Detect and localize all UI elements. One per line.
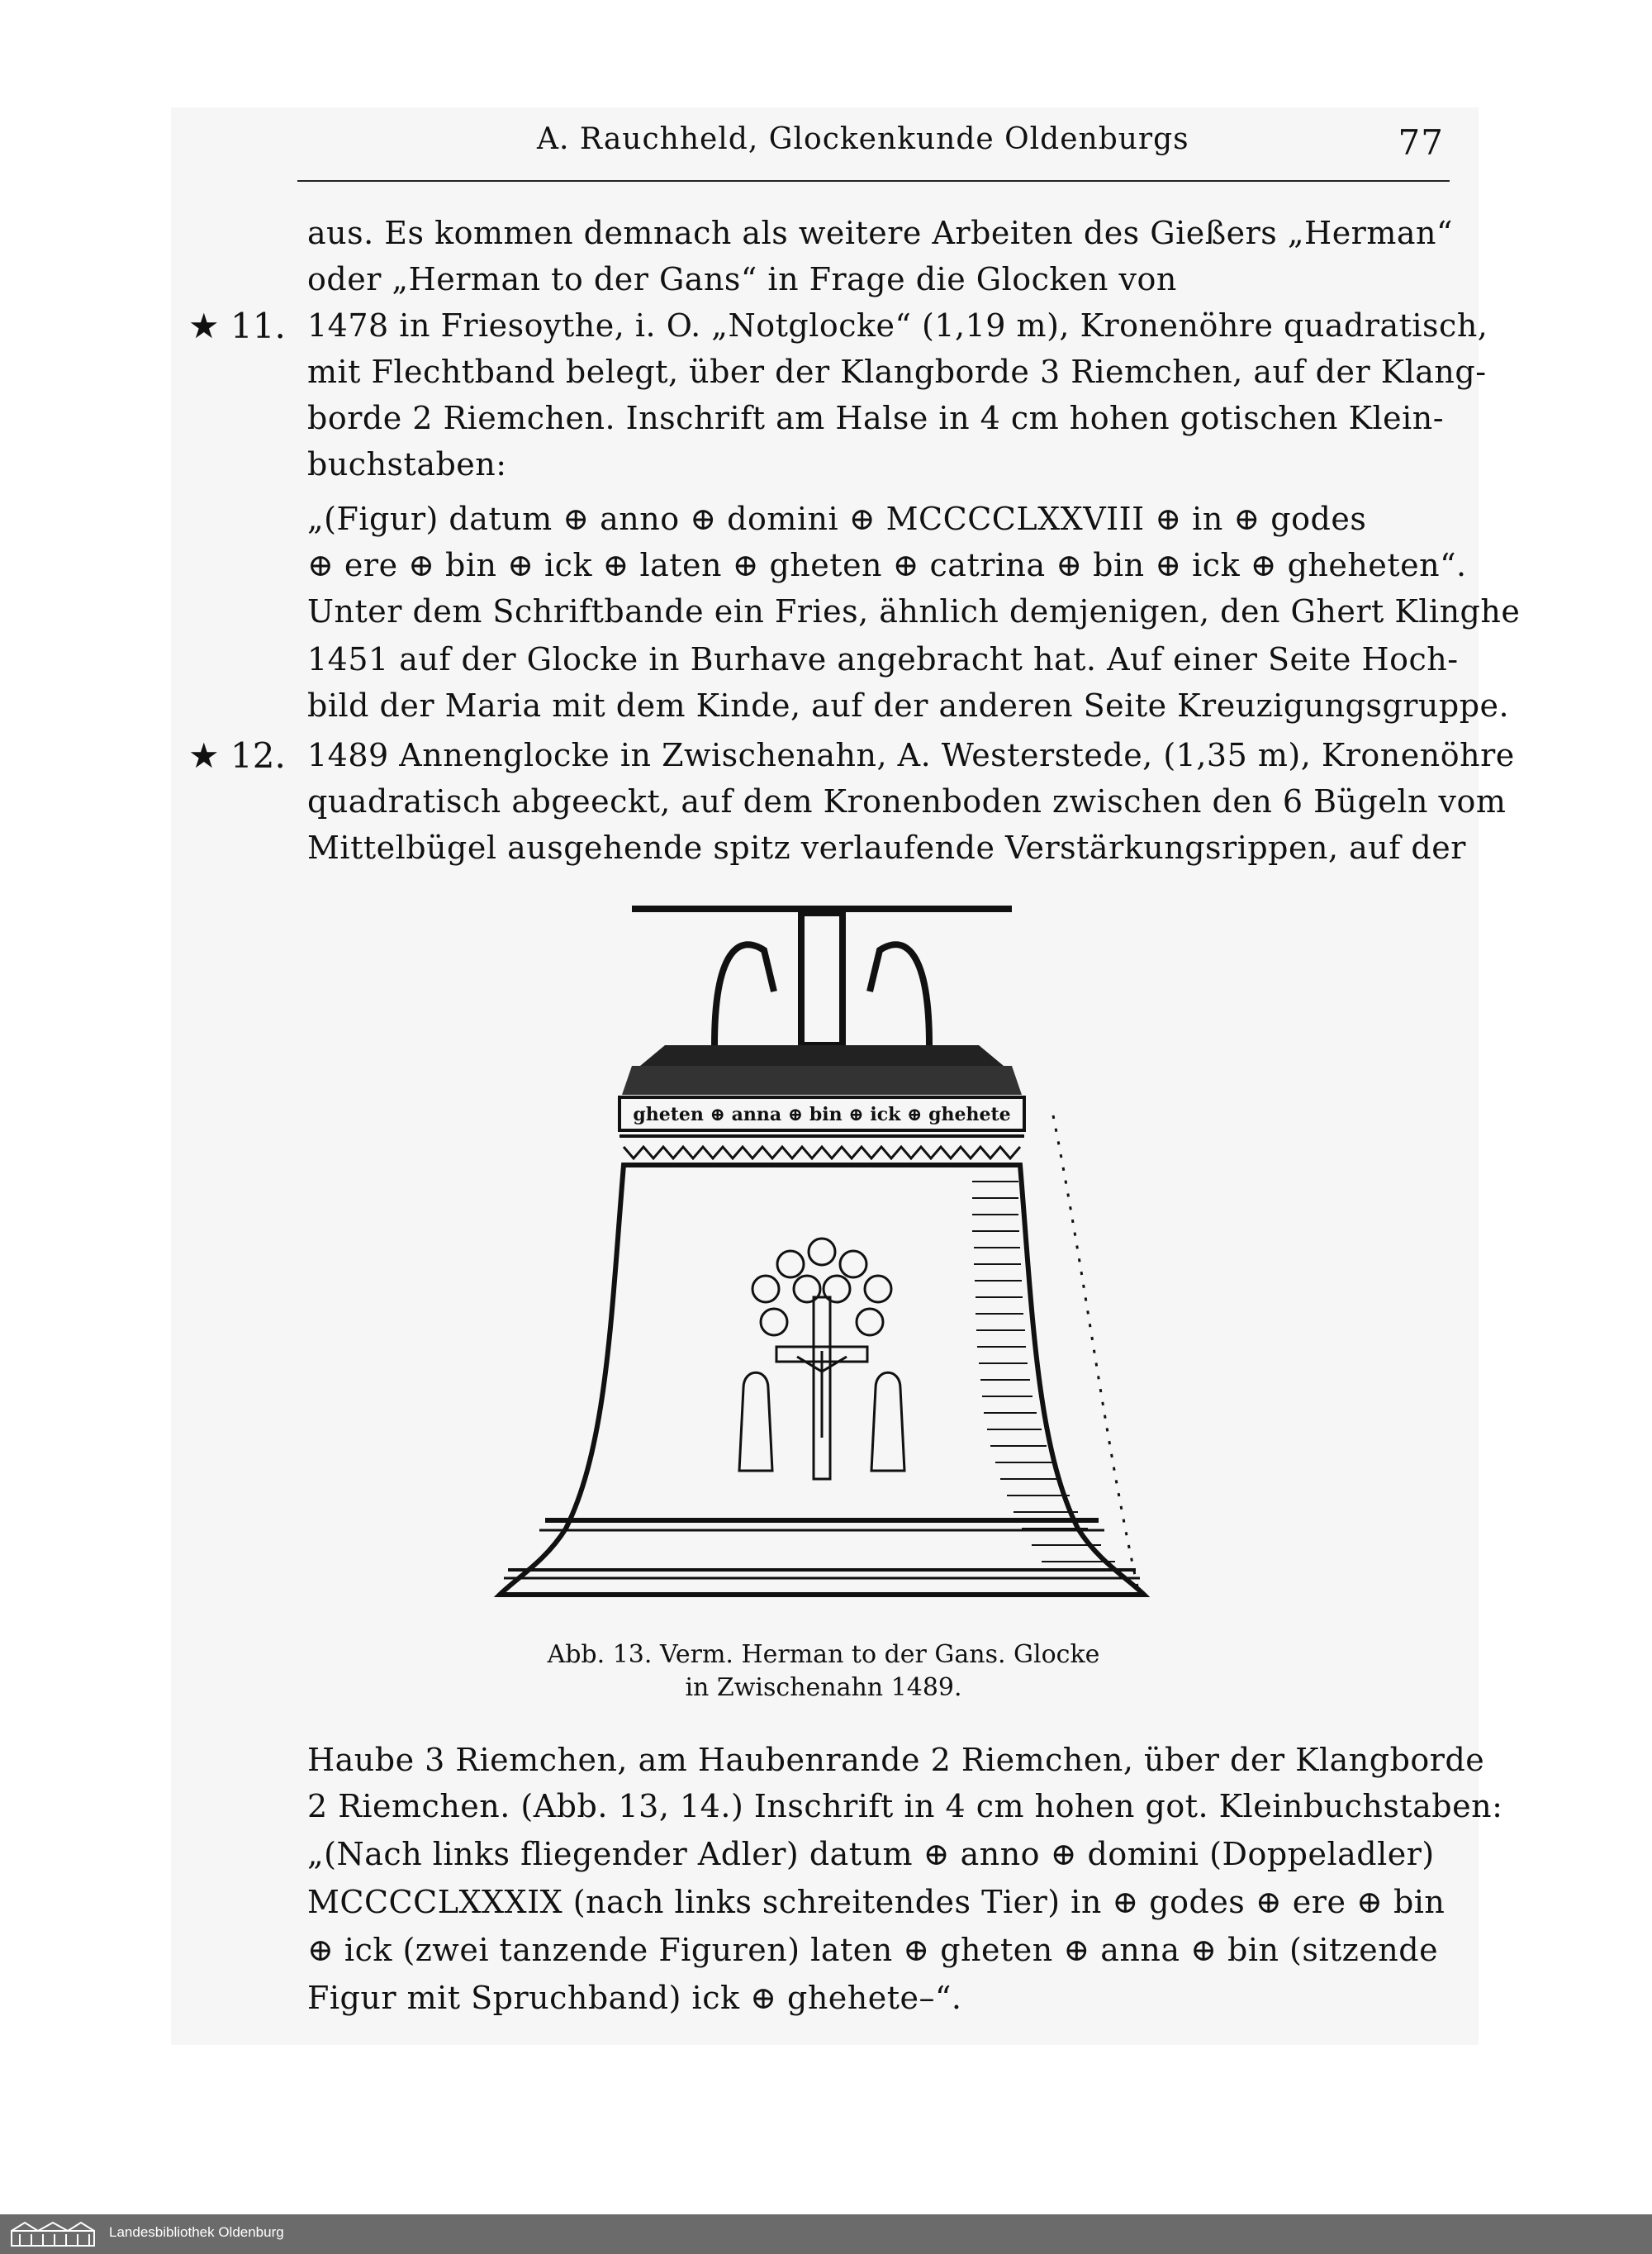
entry-marker-12: ★ 12. [188, 735, 286, 776]
page-number: 77 [1398, 122, 1444, 163]
text-line: „(Figur) datum ⊕ anno ⊕ domini ⊕ MCCCCLXXVIII ⊕ in ⊕ godes [307, 501, 1367, 537]
text-line: ⊕ ere ⊕ bin ⊕ ick ⊕ laten ⊕ gheten ⊕ catrina ⊕ bin ⊕ ick ⊕ gheheten“. [307, 547, 1467, 583]
text-line: 2 Riemchen. (Abb. 13, 14.) Inschrift in 4 cm hohen got. Kleinbuchstaben: [307, 1788, 1503, 1824]
text-line: Mittelbügel ausgehende spitz verlaufende Verstärkungsrippen, auf der [307, 830, 1466, 866]
text-line: 1489 Annenglocke in Zwischenahn, A. Westerstede, (1,35 m), Kronenöhre [307, 737, 1515, 773]
text-line: quadratisch abgeeckt, auf dem Kronenboden zwischen den 6 Bügeln vom [307, 783, 1507, 820]
text-line: borde 2 Riemchen. Inschrift am Halse in 4 cm hohen gotischen Klein- [307, 400, 1445, 436]
crown-floor [640, 1045, 1004, 1066]
text-line: ⊕ ick (zwei tanzende Figuren) laten ⊕ gheten ⊕ anna ⊕ bin (sitzende [307, 1932, 1439, 1968]
text-line: buchstaben: [307, 446, 507, 483]
text-line: aus. Es kommen demnach als weitere Arbeiten des Gießers „Herman“ [307, 215, 1453, 251]
text-line: Figur mit Spruchband) ick ⊕ ghehete–“. [307, 1980, 962, 2016]
text-line: mit Flechtband belegt, über der Klangborde 3 Riemchen, auf der Klang- [307, 354, 1487, 390]
library-footer [0, 2214, 1652, 2254]
library-logo-icon [8, 2219, 99, 2249]
text-line: 1451 auf der Glocke in Burhave angebracht hat. Auf einer Seite Hoch- [307, 641, 1459, 678]
frieze [624, 1147, 1020, 1158]
text-line: Unter dem Schriftbande ein Fries, ähnlich demjenigen, den Ghert Klinghe [307, 593, 1521, 630]
text-line: 1478 in Friesoythe, i. O. „Notglocke“ (1,19 m), Kronenöhre quadratisch, [307, 307, 1488, 344]
bell-illustration [467, 901, 1177, 1628]
text-line: oder „Herman to der Gans“ in Frage die Glocken von [307, 261, 1177, 297]
shoulder [622, 1066, 1022, 1095]
bell-inscription: gheten ⊕ anna ⊕ bin ⊕ ick ⊕ ghehete [633, 1104, 1011, 1125]
bell-crown [632, 909, 1012, 1045]
figure-caption-line-1: Abb. 13. Verm. Herman to der Gans. Glocke [547, 1640, 1100, 1669]
running-head-title: A. Rauchheld, Glockenkunde Oldenburgs [537, 122, 1189, 156]
library-name: Landesbibliothek Oldenburg [109, 2224, 284, 2240]
header-rule [297, 180, 1450, 182]
figure-caption-line-2: in Zwischenahn 1489. [685, 1673, 962, 1702]
entry-marker-11: ★ 11. [188, 306, 286, 346]
text-line: „(Nach links fliegender Adler) datum ⊕ anno ⊕ domini (Doppeladler) [307, 1836, 1435, 1872]
text-line: bild der Maria mit dem Kinde, auf der anderen Seite Kreuzigungsgruppe. [307, 687, 1510, 724]
text-line: MCCCCLXXXIX (nach links schreitendes Tier) in ⊕ godes ⊕ ere ⊕ bin [307, 1884, 1446, 1920]
text-line: Haube 3 Riemchen, am Haubenrande 2 Riemchen, über der Klangborde [307, 1742, 1485, 1778]
